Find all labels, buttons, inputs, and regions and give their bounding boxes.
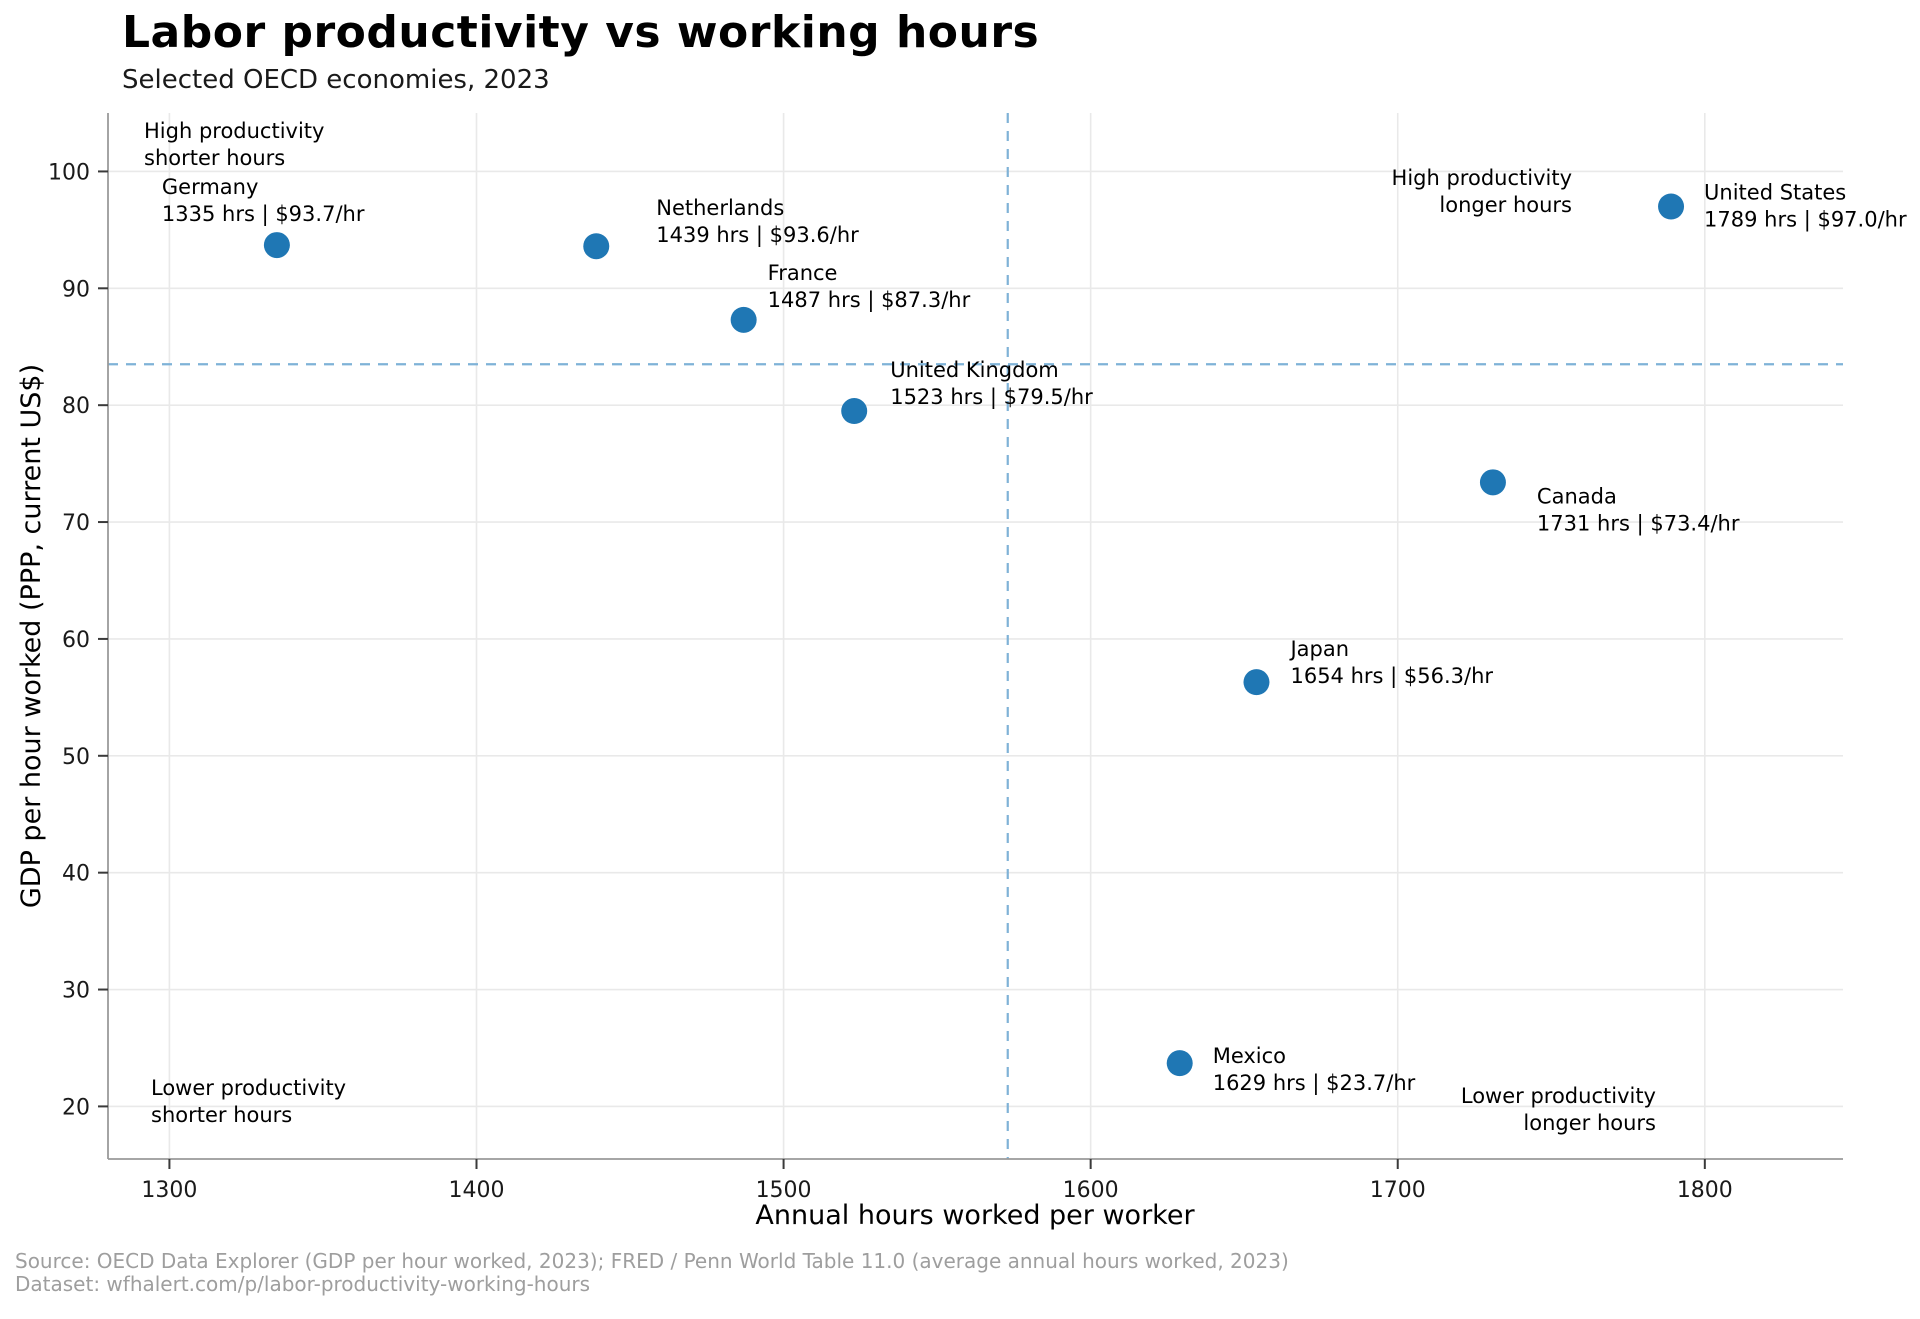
data-point-label: United States — [1704, 180, 1847, 205]
data-point-label: Mexico — [1212, 1044, 1287, 1069]
quadrant-label: longer hours — [1523, 1111, 1656, 1135]
y-tick-label: 20 — [62, 1095, 90, 1121]
x-tick-label: 1400 — [448, 1178, 505, 1203]
quadrant-label: Lower productivity — [1460, 1084, 1656, 1108]
data-point — [583, 233, 609, 259]
y-tick-label: 50 — [62, 744, 90, 770]
data-point — [1658, 193, 1684, 219]
data-points — [162, 175, 1907, 1096]
data-point-sublabel: 1789 hrs | $97.0/hr — [1704, 207, 1907, 232]
quadrant-labels — [144, 119, 1656, 1135]
data-point-label: United Kingdom — [890, 358, 1059, 383]
data-point-label: Japan — [1290, 637, 1350, 662]
data-point-sublabel: 1523 hrs | $79.5/hr — [890, 385, 1093, 410]
data-point-sublabel: 1654 hrs | $56.3/hr — [1290, 664, 1494, 689]
data-point — [841, 398, 867, 424]
source-block — [15, 1250, 1289, 1296]
gridlines — [108, 113, 1843, 1159]
data-point-label: Netherlands — [656, 196, 785, 221]
y-tick-label: 40 — [62, 861, 90, 887]
data-point-sublabel: 1487 hrs | $87.3/hr — [767, 287, 971, 312]
data-point-sublabel: 1731 hrs | $73.4/hr — [1536, 511, 1740, 536]
quadrant-label: High productivity — [144, 119, 325, 143]
data-point — [1167, 1050, 1193, 1076]
quadrant-label: longer hours — [1439, 193, 1572, 217]
y-tick-label: 80 — [62, 394, 90, 420]
y-tick-label: 30 — [62, 978, 90, 1004]
quadrant-label: shorter hours — [144, 146, 286, 170]
x-tick-label: 1600 — [1062, 1178, 1119, 1203]
quadrant-label: shorter hours — [151, 1103, 293, 1127]
x-tick-label: 1800 — [1676, 1178, 1733, 1203]
x-tick-label: 1700 — [1369, 1178, 1426, 1203]
quadrant-label: High productivity — [1391, 166, 1572, 190]
data-point-sublabel: 1629 hrs | $23.7/hr — [1212, 1071, 1416, 1096]
data-point-sublabel: 1439 hrs | $93.6/hr — [656, 223, 859, 248]
y-axis-label: GDP per hour worked (PPP, current US$) — [16, 363, 47, 909]
data-point-label: Germany — [161, 175, 259, 200]
x-tick-label: 1500 — [755, 1178, 812, 1203]
source-line-2: Dataset: wfhalert.com/p/labor-productivity-working-hours — [15, 1272, 591, 1296]
y-tick-label: 90 — [62, 277, 90, 303]
y-tick-label: 100 — [48, 160, 90, 186]
data-point — [1243, 669, 1269, 695]
source-line-1: Source: OECD Data Explorer (GDP per hour worked, 2023); FRED / Penn World Table 11.0 (average annual hours worked, 2023) — [15, 1249, 1289, 1273]
quadrant-label: Lower productivity — [151, 1076, 347, 1100]
axes — [48, 113, 1843, 1203]
data-point-label: Canada — [1536, 484, 1617, 509]
data-point-label: France — [767, 260, 838, 285]
data-point-sublabel: 1335 hrs | $93.7/hr — [161, 202, 365, 227]
chart-title: Labor productivity vs working hours — [122, 7, 1040, 58]
y-tick-label: 60 — [62, 627, 90, 653]
y-tick-label: 70 — [62, 511, 90, 537]
data-point — [1480, 469, 1506, 495]
x-axis-label: Annual hours worked per worker — [755, 1200, 1195, 1231]
chart-subtitle: Selected OECD economies, 2023 — [122, 64, 550, 95]
x-tick-label: 1300 — [141, 1178, 198, 1203]
reference-lines — [108, 113, 1843, 1159]
data-point — [264, 232, 290, 258]
data-point — [731, 307, 757, 333]
